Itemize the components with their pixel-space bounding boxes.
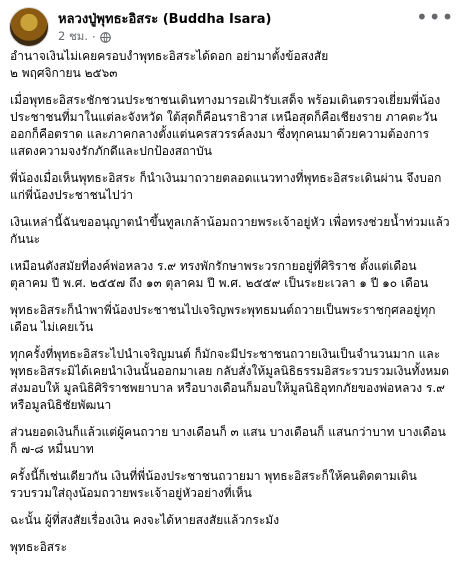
post-paragraph: ฉะนั้น ผู้ที่สงสัยเรื่องเงิน คงจะได้หายสงสัยแล้วกระมัง (10, 513, 280, 527)
post-header (0, 0, 458, 50)
post-paragraph: ครั้งนี้ก็เช่นเดียวกัน เงินที่พี่น้องประชาชนถวายมา พุทธะอิสระก็ให้คนติดตามเดินรวบรวมใส่ถุงน้อมถวายพระเจ้าอยู่หัวอย่างที่เห็น (10, 469, 417, 500)
separator-dot: · (92, 30, 96, 44)
post-paragraph: ทุกครั้งที่พุทธะอิสระไปนำเจริญมนต์ ก็มักจะมีประชาชนถวายเงินเป็นจำนวนมาก และพุทธะอิสระมิได้เคยนำเงินนั้นออกมาเลย กลับสั่งให้มูลนิธิธรรมอิสระรวบรวมเงินทั้งหมดส่งมอบให้ มูลนิธิศิริราชพยาบาล หรือบางเดือนก็มอบให้มูลนิธิอุทกภัยของพ่อหลวง ร.๙ หรือมูลนิธิชัยพัฒนา (10, 347, 450, 412)
post-paragraph: เมื่อพุทธะอิสระชักชวนประชาชนเดินทางมารอเฝ้ารับเสด็จ พร้อมเดินตรวจเยี่ยมพี่น้องประชาชนที่มาในแต่ละจังหวัด ใต้สุดก็คือนราธิวาส เหนือสุดก็คือเชียงราย ภาคตะวันออกก็คือตราด และภาคกลางตั้งแต่นครสวรรค์ลงมา ซึ่งทุกคนมาด้วยความต้องการแสดงความจงรักภักดีและปกป้องสถาบัน (10, 93, 441, 158)
post-paragraph: เหมือนดังสมัยที่องค์พ่อหลวง ร.๙ ทรงพักรักษาพระวรกายอยู่ที่ศิริราช ตั้งแต่เดือน ตุลาคม ปี พ.ศ. ๒๕๕๗ ถึง ๑๓ ตุลาคม ปี พ.ศ. ๒๕๕๙ เป็นระยะเวลา ๑ ปี ๑๐ เดือน (10, 259, 429, 290)
timestamp[interactable]: 2 ชม. (58, 29, 89, 43)
post-paragraph: พุทธะอิสระก็นำพาพี่น้องประชาชนไปเจริญพระพุทธมนต์ถวายเป็นพระราชกุศลอยู่ทุกเดือน ไม่เคยเว้น (10, 303, 436, 334)
post-meta (58, 28, 111, 46)
globe-icon[interactable] (100, 32, 111, 43)
post-paragraph: เงินเหล่านี้ฉันขออนุญาตนำขึ้นทูลเกล้าน้อมถวายพระเจ้าอยู่หัว เพื่อทรงช่วยน้ำท่วมแล้วกันนะ (10, 215, 450, 246)
post-paragraph: อำนาจเงินไม่เคยครอบงำพุทธะอิสระได้ดอก อย่ามาตั้งข้อสงสัย ๒ พฤศจิกายน ๒๕๖๓ (10, 49, 329, 80)
avatar[interactable] (9, 7, 49, 47)
author-name[interactable]: หลวงปู่พุทธะอิสระ (Buddha Isara) (58, 12, 272, 27)
post-paragraph: ส่วนยอดเงินก็แล้วแต่ผู้คนถวาย บางเดือนก็ ๓ แสน บางเดือนก็ แสนกว่าบาท บางเดือนก็ ๗-๘ หมื่นบาท (10, 425, 446, 456)
more-horizontal-icon[interactable]: ••• (416, 5, 455, 29)
post-signature: พุทธะอิสระ (10, 540, 68, 554)
post-paragraph: พี่น้องเมื่อเห็นพุทธะอิสระ ก็นำเงินมาถวายตลอดแนวทางที่พุทธะอิสระเดินผ่าน จึงบอกแก่พี่น้องประชาชนไปว่า (10, 171, 442, 202)
post-body (10, 48, 450, 566)
